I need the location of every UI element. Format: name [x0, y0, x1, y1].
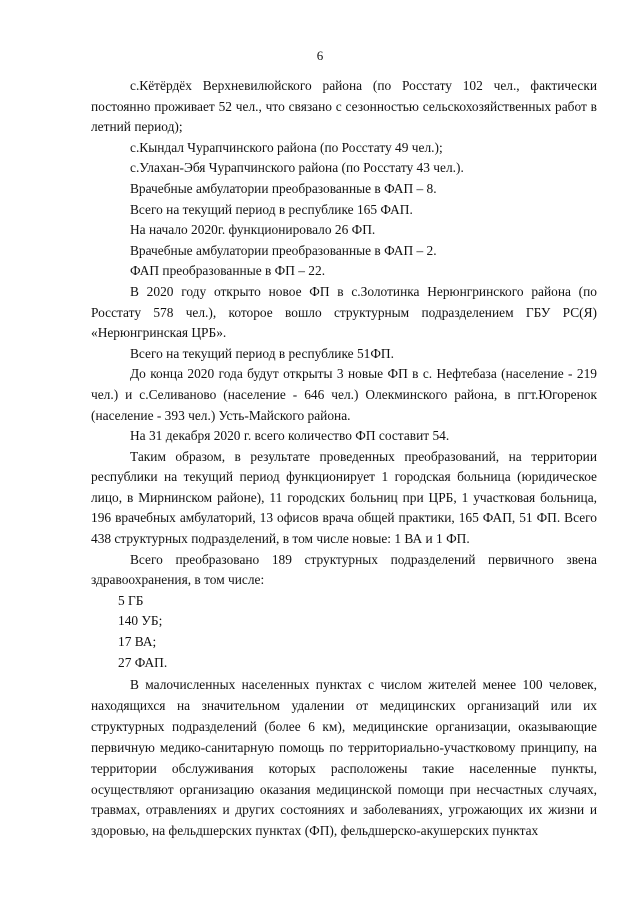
paragraph-new-fp-plans: До конца 2020 года будут открыты 3 новые ФП в с. Нефтебаза (население - 219 чел.) и с.Селиваново (население - 646 чел.) Олекминского района, в пгт.Югоренок (население - 393 чел.) Усть-Майского района. [91, 366, 597, 423]
paragraph-fp-end-2020: На 31 декабря 2020 г. всего количество ФП составит 54. [130, 428, 450, 444]
paragraph-ulakhan-eby: с.Улахан-Эбя Чурапчинского района (по Росстату 43 чел.). [130, 160, 464, 176]
list-item: 5 ГБ [118, 592, 144, 608]
converted-list [91, 591, 597, 673]
paragraph-total-fap: Всего на текущий период в республике 165 ФАП. [130, 201, 413, 217]
paragraph-total-fp: Всего на текущий период в республике 51ФП. [130, 345, 394, 361]
list-item: 27 ФАП. [118, 654, 168, 670]
list-item: 140 УБ; [118, 613, 163, 629]
paragraph-va-to-fap-2: Врачебные амбулатории преобразованные в ФАП – 2. [130, 242, 437, 258]
page-number: 6 [316, 48, 324, 63]
paragraph-kyndal: с.Кындал Чурапчинского района (по Росстату 49 чел.); [130, 139, 443, 155]
closing-section [91, 675, 597, 842]
document-body [91, 76, 597, 673]
paragraph-converted-total: Всего преобразовано 189 структурных подразделений первичного звена здравоохранения, в том числе: [91, 551, 597, 588]
list-item: 17 ВА; [118, 634, 157, 650]
paragraph-summary: Таким образом, в результате проведенных преобразований, на территории республики на текущий период функционирует 1 городская больница (юридическое лицо, в Мирнинском районе), 11 городских больниц при ЦРБ, 1 участковая больница, 196 врачебных амбулаторий, 13 офисов врача общей практики, 165 ФАП, 51 ФП. Всего 438 структурных подразделений, в том числе новые: 1 ВА и 1 ФП. [91, 448, 597, 547]
paragraph-small-settlements: В малочисленных населенных пунктах с числом жителей менее 100 человек, находящихся на значительном удалении от медицинских организаций или их структурных подразделений (более 6 км), медицинские организации, оказывающие первичную медико-санитарную помощь по территориально-участковому принципу, на территории обслуживания которых расположены такие населенные пункты, осуществляют организацию оказания медицинской помощи при несчастных случаях, травмах, отравлениях и других состояниях и заболеваниях, угрожающих их жизни и здоровью, на фельдшерских пунктах (ФП), фельдшерско-акушерских пунктах [91, 677, 597, 839]
paragraph-ketyordyokh: с.Кётёрдёх Верхневилюйского района (по Росстату 102 чел., фактически постоянно проживает 52 чел., что связано с сезонностью сельскохозяйственных работ в летний период); [91, 78, 597, 135]
paragraph-va-to-fap-8: Врачебные амбулатории преобразованные в ФАП – 8. [130, 180, 437, 196]
paragraph-fap-to-fp: ФАП преобразованные в ФП – 22. [130, 263, 326, 279]
paragraph-fp-start-2020: На начало 2020г. функционировало 26 ФП. [130, 222, 376, 238]
paragraph-zolotinka: В 2020 году открыто новое ФП в с.Золотинка Нерюнгринского района (по Росстату 578 чел.), которое вошло структурным подразделением ГБУ РС(Я) «Нерюнгринская ЦРБ». [91, 283, 597, 341]
